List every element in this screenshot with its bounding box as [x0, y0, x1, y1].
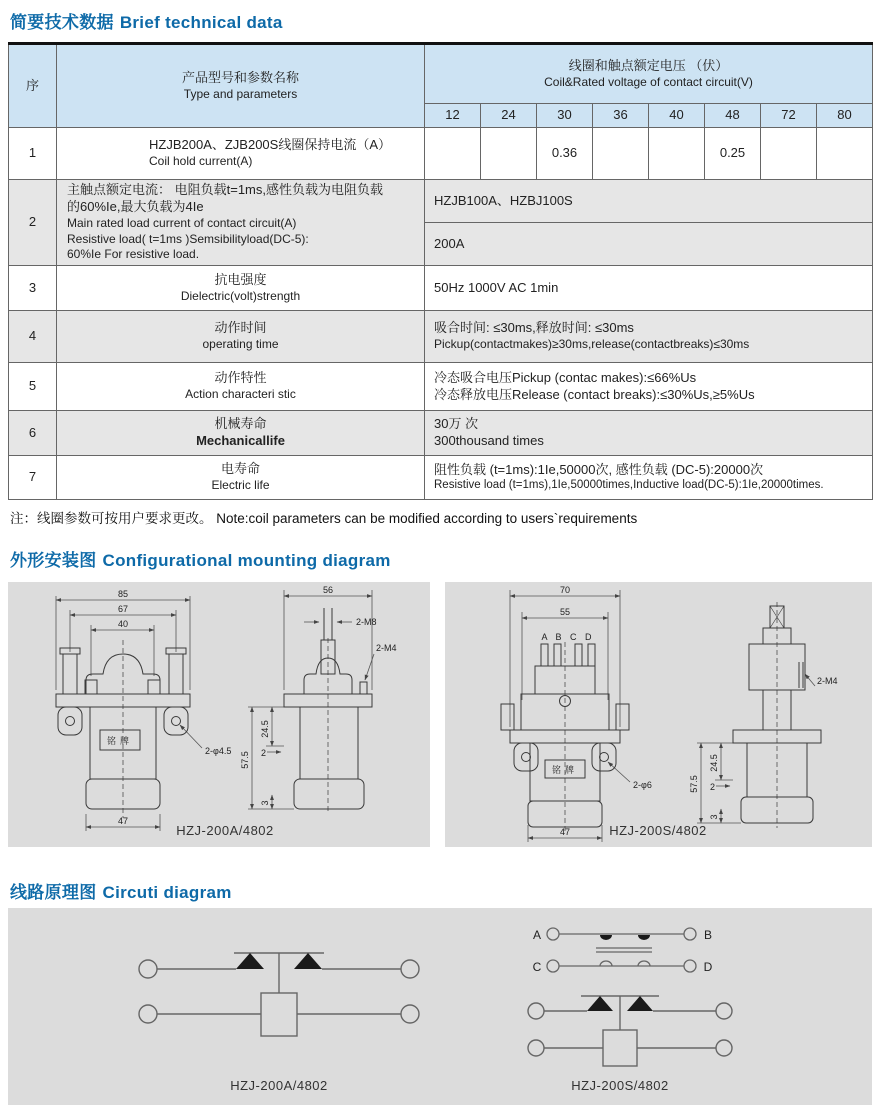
dim-56: 56 — [322, 585, 334, 595]
col-header-voltage — [425, 44, 873, 104]
table-row-6 — [9, 411, 873, 456]
row7-value — [425, 456, 873, 500]
dim-3: 3 — [260, 800, 270, 806]
circuit-label-hzj200a: HZJ-200A/4802 — [230, 1078, 328, 1093]
row4-value-line1: 吸合时间: ≤30ms,释放时间: ≤30ms — [434, 320, 634, 336]
table-row-3 — [9, 266, 873, 311]
voltage-col-30: 30 — [537, 104, 593, 128]
side-view-body — [284, 608, 372, 814]
row4-label-zh: 动作时间 — [214, 320, 267, 336]
row1-v40 — [649, 128, 705, 180]
spec-table — [8, 42, 873, 500]
side-view-dim-lines — [697, 674, 815, 823]
row2-label-zh2: 的60%Ie,最大负载为4Ie — [67, 199, 204, 215]
row1-v72 — [761, 128, 817, 180]
mounting-drawing-hzj200a — [8, 582, 430, 847]
row2-value-top: HZJB100A、HZBJ100S — [425, 180, 873, 223]
nameplate-label: 铭牌 — [106, 736, 134, 746]
dim-67: 67 — [117, 604, 129, 614]
dim-hole-2phi6: 2-φ6 — [633, 780, 652, 790]
circuit-diagram — [8, 908, 872, 1105]
voltage-col-12: 12 — [425, 104, 481, 128]
row7-label-zh: 电寿命 — [220, 461, 260, 477]
row1-v24 — [481, 128, 537, 180]
row4-no: 4 — [9, 311, 57, 363]
voltage-col-48: 48 — [705, 104, 761, 128]
row1-v36 — [593, 128, 649, 180]
row6-label — [57, 411, 425, 456]
dim-55: 55 — [559, 607, 571, 617]
dim-hole-2phi45: 2-φ4.5 — [205, 746, 232, 756]
row3-label — [57, 266, 425, 311]
row6-label-zh: 机械寿命 — [214, 416, 267, 432]
row7-label-en: Electric life — [211, 478, 270, 493]
col-header-voltage-zh: 线圈和触点额定电压 （伏） — [568, 57, 729, 73]
row7-label — [57, 456, 425, 500]
mounting-panel-hzj200s — [445, 582, 872, 847]
section-title-brief — [10, 8, 283, 33]
dim-85: 85 — [117, 589, 129, 599]
front-view-body — [56, 640, 190, 818]
row7-value-line2: Resistive load (t=1ms),1Ie,50000times,Inductive load(DC-5):1Ie,20000times. — [434, 479, 824, 492]
row2-label-en3: 60%Ie For resistive load. — [67, 247, 200, 262]
dim-2: 2 — [710, 782, 716, 792]
circuit-panel — [8, 908, 872, 1105]
dim-47: 47 — [117, 816, 129, 826]
front-view-dim-lines — [56, 596, 202, 831]
main-circuit — [528, 996, 732, 1066]
circuit-label-hzj200s: HZJ-200S/4802 — [571, 1078, 669, 1093]
row6-label-en: Mechanicallife — [196, 433, 285, 448]
table-row-1 — [9, 128, 873, 180]
row3-value: 50Hz 1000V AC 1min — [425, 266, 873, 311]
nameplate-label: 铭牌 — [551, 765, 579, 775]
section-title-mounting-en: Configurational mounting diagram — [102, 551, 391, 570]
table-row-7 — [9, 456, 873, 500]
section-title-circuit — [10, 878, 232, 903]
row7-value-line1: 阻性负载 (t=1ms):1Ie,50000次, 感性负载 (DC-5):20000次 — [434, 461, 764, 477]
col-header-type-en: Type and parameters — [183, 86, 298, 101]
row7-no: 7 — [9, 456, 57, 500]
row3-label-en: Dielectric(volt)strength — [180, 288, 301, 303]
terminal-d: D — [703, 960, 713, 974]
row3-label-zh: 抗电强度 — [214, 271, 267, 287]
row6-no: 6 — [9, 411, 57, 456]
table-row-5 — [9, 363, 873, 411]
section-title-circuit-zh: 线路原理图 — [10, 883, 97, 902]
row5-label-en: Action characteri stic — [185, 387, 296, 402]
row5-label — [57, 363, 425, 411]
drawing-label-hzj200s: HZJ-200S/4802 — [609, 823, 707, 838]
section-title-brief-en: Brief technical data — [119, 13, 283, 32]
dim-2: 2 — [261, 748, 267, 758]
row2-label — [57, 180, 425, 266]
row1-label — [57, 128, 425, 180]
row5-label-zh: 动作特性 — [214, 370, 267, 386]
front-view-body — [501, 642, 629, 832]
row1-no: 1 — [9, 128, 57, 180]
row5-no: 5 — [9, 363, 57, 411]
row4-label-en: operating time — [202, 337, 279, 352]
table-header-row — [9, 44, 873, 104]
dim-57-5: 57.5 — [240, 751, 250, 769]
table-footnote: 注：线圈参数可按用户要求更改。 Note:coil parameters can be modified according to users`requirements — [10, 511, 638, 526]
circuit-hzj200s — [528, 928, 732, 1093]
col-header-seq: 序 — [9, 44, 57, 128]
row5-value-line1: 冷态吸合电压Pickup (contac makes):≤66%Us — [434, 369, 697, 385]
mounting-panel-hzj200a — [8, 582, 430, 847]
row2-value-bottom: 200A — [425, 223, 873, 266]
dim-47: 47 — [559, 827, 571, 837]
dim-57-5: 57.5 — [689, 775, 699, 793]
col-header-type — [57, 44, 425, 128]
row4-value — [425, 311, 873, 363]
row2-label-en1: Main rated load current of contact circuit(A) — [67, 216, 297, 230]
dim-24-5: 24.5 — [709, 754, 719, 772]
dim-2m8: 2-M8 — [356, 617, 377, 627]
circuit-hzj200a — [139, 953, 419, 1093]
row6-value-line2: 300thousand times — [434, 433, 544, 448]
row1-v80 — [817, 128, 873, 180]
terminal-c: C — [532, 960, 542, 974]
voltage-col-36: 36 — [593, 104, 649, 128]
row2-no: 2 — [9, 180, 57, 266]
terminal-b: B — [703, 928, 713, 942]
side-view-body — [733, 602, 821, 828]
dim-2m4: 2-M4 — [817, 676, 838, 686]
section-title-mounting-zh: 外形安装图 — [10, 551, 97, 570]
row1-v48: 0.25 — [705, 128, 761, 180]
dim-40: 40 — [117, 619, 129, 629]
pin-labels-abcd: A B C D — [541, 632, 595, 642]
row2-label-en2: Resistive load( t=1ms )Semsibilityload(DC-5): — [67, 231, 309, 246]
row1-label-en: Coil hold current(A) — [149, 154, 253, 169]
mounting-drawing-hzj200s — [445, 582, 872, 847]
voltage-col-72: 72 — [761, 104, 817, 128]
row6-value — [425, 411, 873, 456]
table-row-2a — [9, 180, 873, 223]
row6-value-line1: 30万 次 — [434, 416, 479, 432]
section-title-mounting — [10, 546, 391, 571]
section-title-brief-zh: 简要技术数据 — [10, 13, 114, 32]
aux-contact-dots — [600, 935, 650, 940]
dim-24-5: 24.5 — [260, 720, 270, 738]
drawing-label-hzj200a: HZJ-200A/4802 — [176, 823, 274, 838]
aux-contacts — [547, 928, 696, 972]
row1-v12 — [425, 128, 481, 180]
row4-label — [57, 311, 425, 363]
row5-value — [425, 363, 873, 411]
dim-2m4: 2-M4 — [376, 643, 397, 653]
dim-70: 70 — [559, 585, 571, 595]
voltage-col-40: 40 — [649, 104, 705, 128]
col-header-type-zh: 产品型号和参数名称 — [181, 69, 299, 85]
section-title-circuit-en: Circuti diagram — [102, 883, 232, 902]
dim-3: 3 — [709, 814, 719, 820]
row3-no: 3 — [9, 266, 57, 311]
table-row-4 — [9, 311, 873, 363]
row1-label-zh: HZJB200A、ZJB200S线圈保持电流（A） — [149, 137, 392, 153]
voltage-col-80: 80 — [817, 104, 873, 128]
voltage-col-24: 24 — [481, 104, 537, 128]
col-header-voltage-en: Coil&Rated voltage of contact circuit(V) — [544, 74, 753, 89]
row2-label-zh1: 主触点额定电流： 电阻负载t=1ms,感性负载为电阻负载 — [67, 182, 383, 198]
terminal-a: A — [532, 928, 542, 942]
row5-value-line2: 冷态释放电压Release (contact breaks):≤30%Us,≥5%Us — [434, 386, 755, 402]
row1-v30: 0.36 — [537, 128, 593, 180]
row4-value-line2: Pickup(contactmakes)≥30ms,release(contactbreaks)≤30ms — [434, 337, 750, 352]
